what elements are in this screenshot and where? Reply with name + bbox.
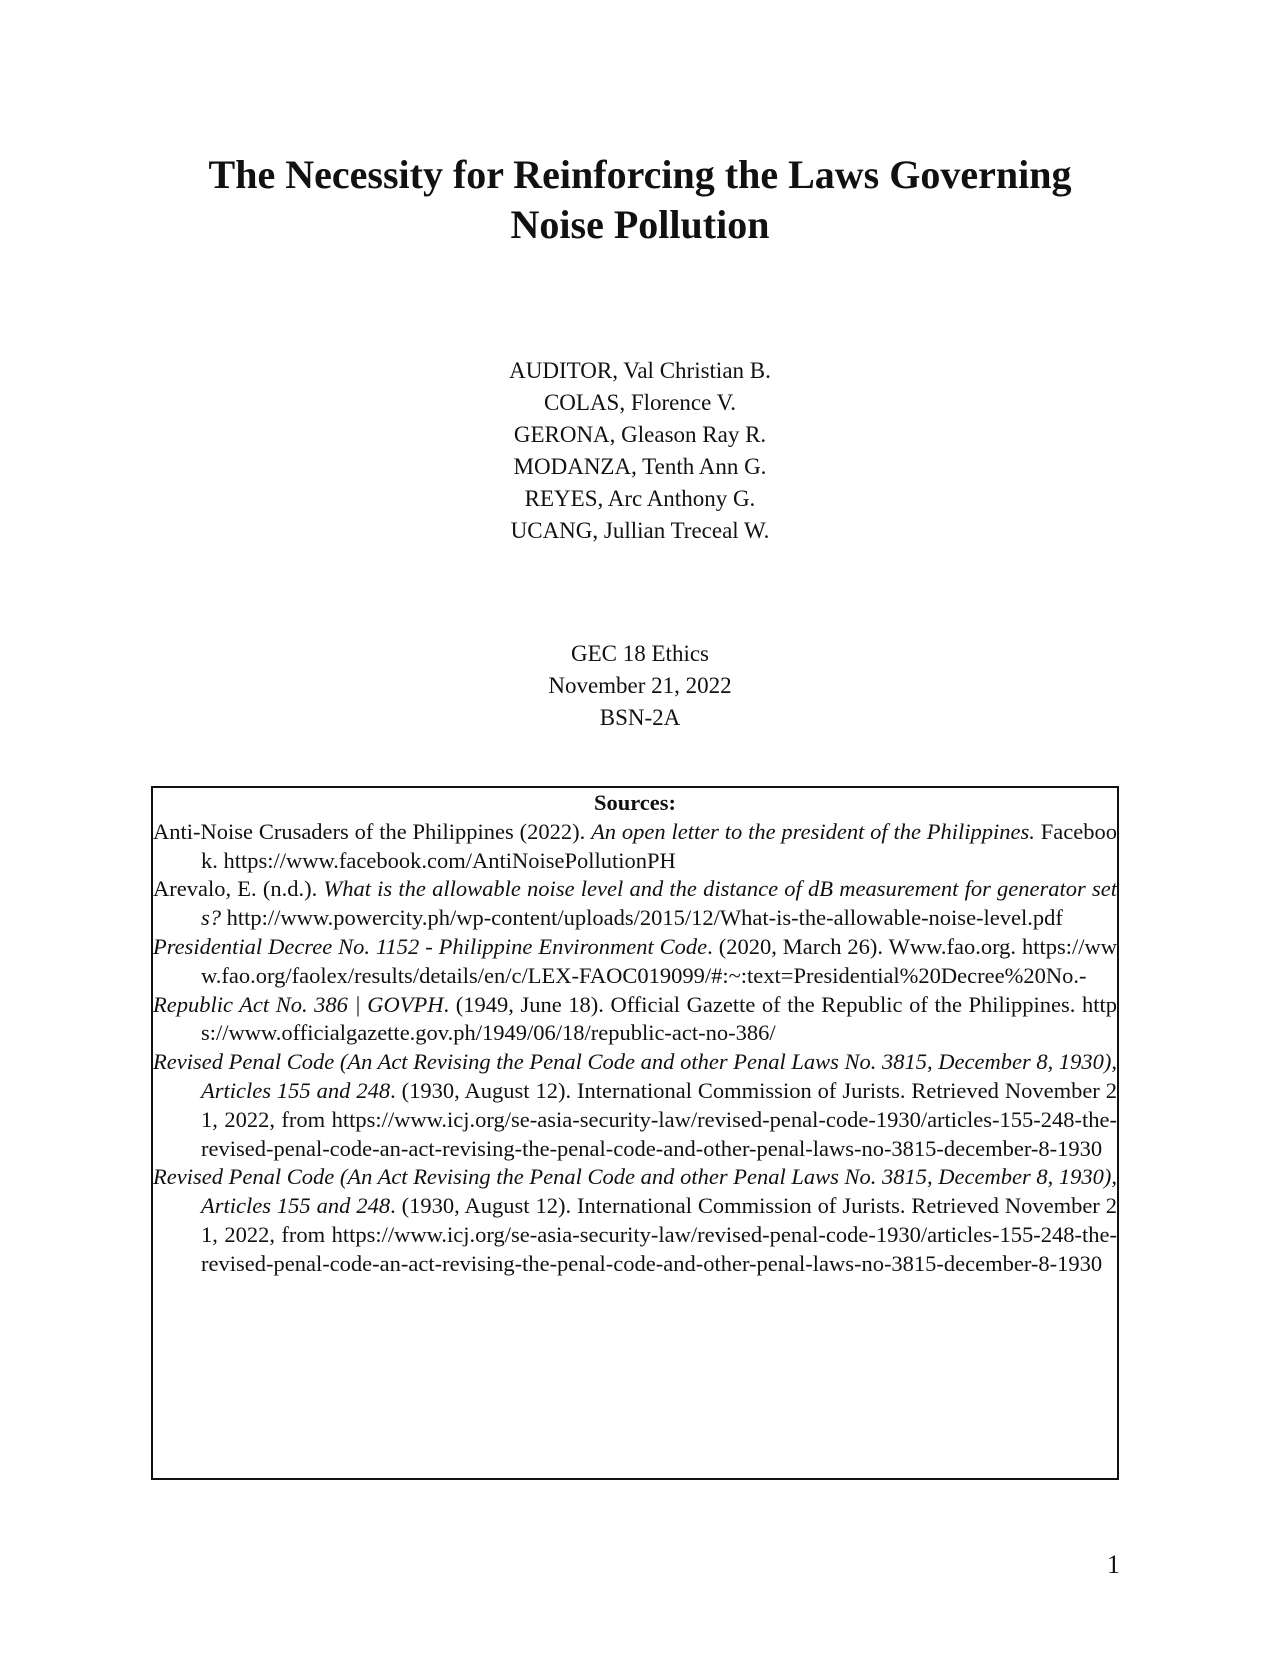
title-line-1: The Necessity for Reinforcing the Laws Governing xyxy=(208,152,1072,197)
sources-heading: Sources: xyxy=(593,790,677,815)
reference-details: Facebook. https://www.facebook.com/AntiNoisePollutionPH xyxy=(201,818,1117,873)
reference-entry xyxy=(153,875,1117,933)
author-name: MODANZA, Tenth Ann G. xyxy=(513,454,767,479)
reference-details: http://www.powercity.ph/wp-content/uploads/2015/12/What-is-the-allowable-noise-level.pdf xyxy=(221,905,1063,931)
reference-title: What is the allowable noise level and the distance of dB measurement for generator sets? xyxy=(201,876,1117,931)
reference-entry xyxy=(153,818,1117,876)
course-name: GEC 18 Ethics xyxy=(571,641,709,666)
reference-details: . (2020, March 26). Www.fao.org. https://www.fao.org/faolex/results/details/en/c/LEX-FAOC019099/#:~:text=Presidential%20Decree%20No.- xyxy=(201,933,1117,988)
reference-details: . (1930, August 12). International Commission of Jurists. Retrieved November 21, 2022, from https://www.icj.org/se-asia-security-law/revised-penal-code-1930/articles-155-248-the-revised-penal-code-an-act-revising-the-penal-code-and-other-penal-laws-no-3815-december-8-1930 xyxy=(201,1193,1117,1276)
reference-title: Republic Act No. 386 | GOVPH xyxy=(153,991,444,1017)
reference-entry xyxy=(153,1163,1117,1278)
submission-date: November 21, 2022 xyxy=(548,673,732,698)
reference-details: . (1930, August 12). International Commission of Jurists. Retrieved November 21, 2022, from https://www.icj.org/se-asia-security-law/revised-penal-code-1930/articles-155-248-the-revised-penal-code-an-act-revising-the-penal-code-and-other-penal-laws-no-3815-december-8-1930 xyxy=(201,1077,1117,1161)
reference-author: Anti-Noise Crusaders of the Philippines (2022). xyxy=(153,818,592,844)
class-section: BSN-2A xyxy=(599,705,681,730)
author-name: UCANG, Jullian Treceal W. xyxy=(510,518,770,543)
reference-title: Revised Penal Code (An Act Revising the Penal Code and other Penal Laws No. 3815, December 8, 1930), Articles 155 and 248 xyxy=(153,1164,1117,1219)
reference-author: Arevalo, E. (n.d.). xyxy=(153,876,324,902)
author-list xyxy=(0,355,1280,547)
author-name: REYES, Arc Anthony G. xyxy=(524,486,756,511)
reference-details: . (1949, June 18). Official Gazette of the Republic of the Philippines. https://www.officialgazette.gov.ph/1949/06/18/republic-act-no-386/ xyxy=(201,991,1117,1046)
title-line-2: Noise Pollution xyxy=(510,202,770,247)
author-name: COLAS, Florence V. xyxy=(543,390,737,415)
sources-box xyxy=(151,786,1119,1480)
page-number: 1 xyxy=(1107,1550,1120,1579)
course-info xyxy=(0,638,1280,734)
reference-title: An open letter to the president of the Philippines. xyxy=(591,818,1035,844)
author-name: GERONA, Gleason Ray R. xyxy=(513,422,767,447)
document-title xyxy=(0,150,1280,250)
reference-entry xyxy=(153,1048,1117,1163)
reference-entry xyxy=(153,991,1117,1049)
reference-entry xyxy=(153,933,1117,991)
reference-title: Revised Penal Code (An Act Revising the Penal Code and other Penal Laws No. 3815, December 8, 1930), Articles 155 and 248 xyxy=(153,1049,1117,1103)
reference-title: Presidential Decree No. 1152 - Philippine Environment Code xyxy=(153,933,708,959)
author-name: AUDITOR, Val Christian B. xyxy=(509,358,771,383)
